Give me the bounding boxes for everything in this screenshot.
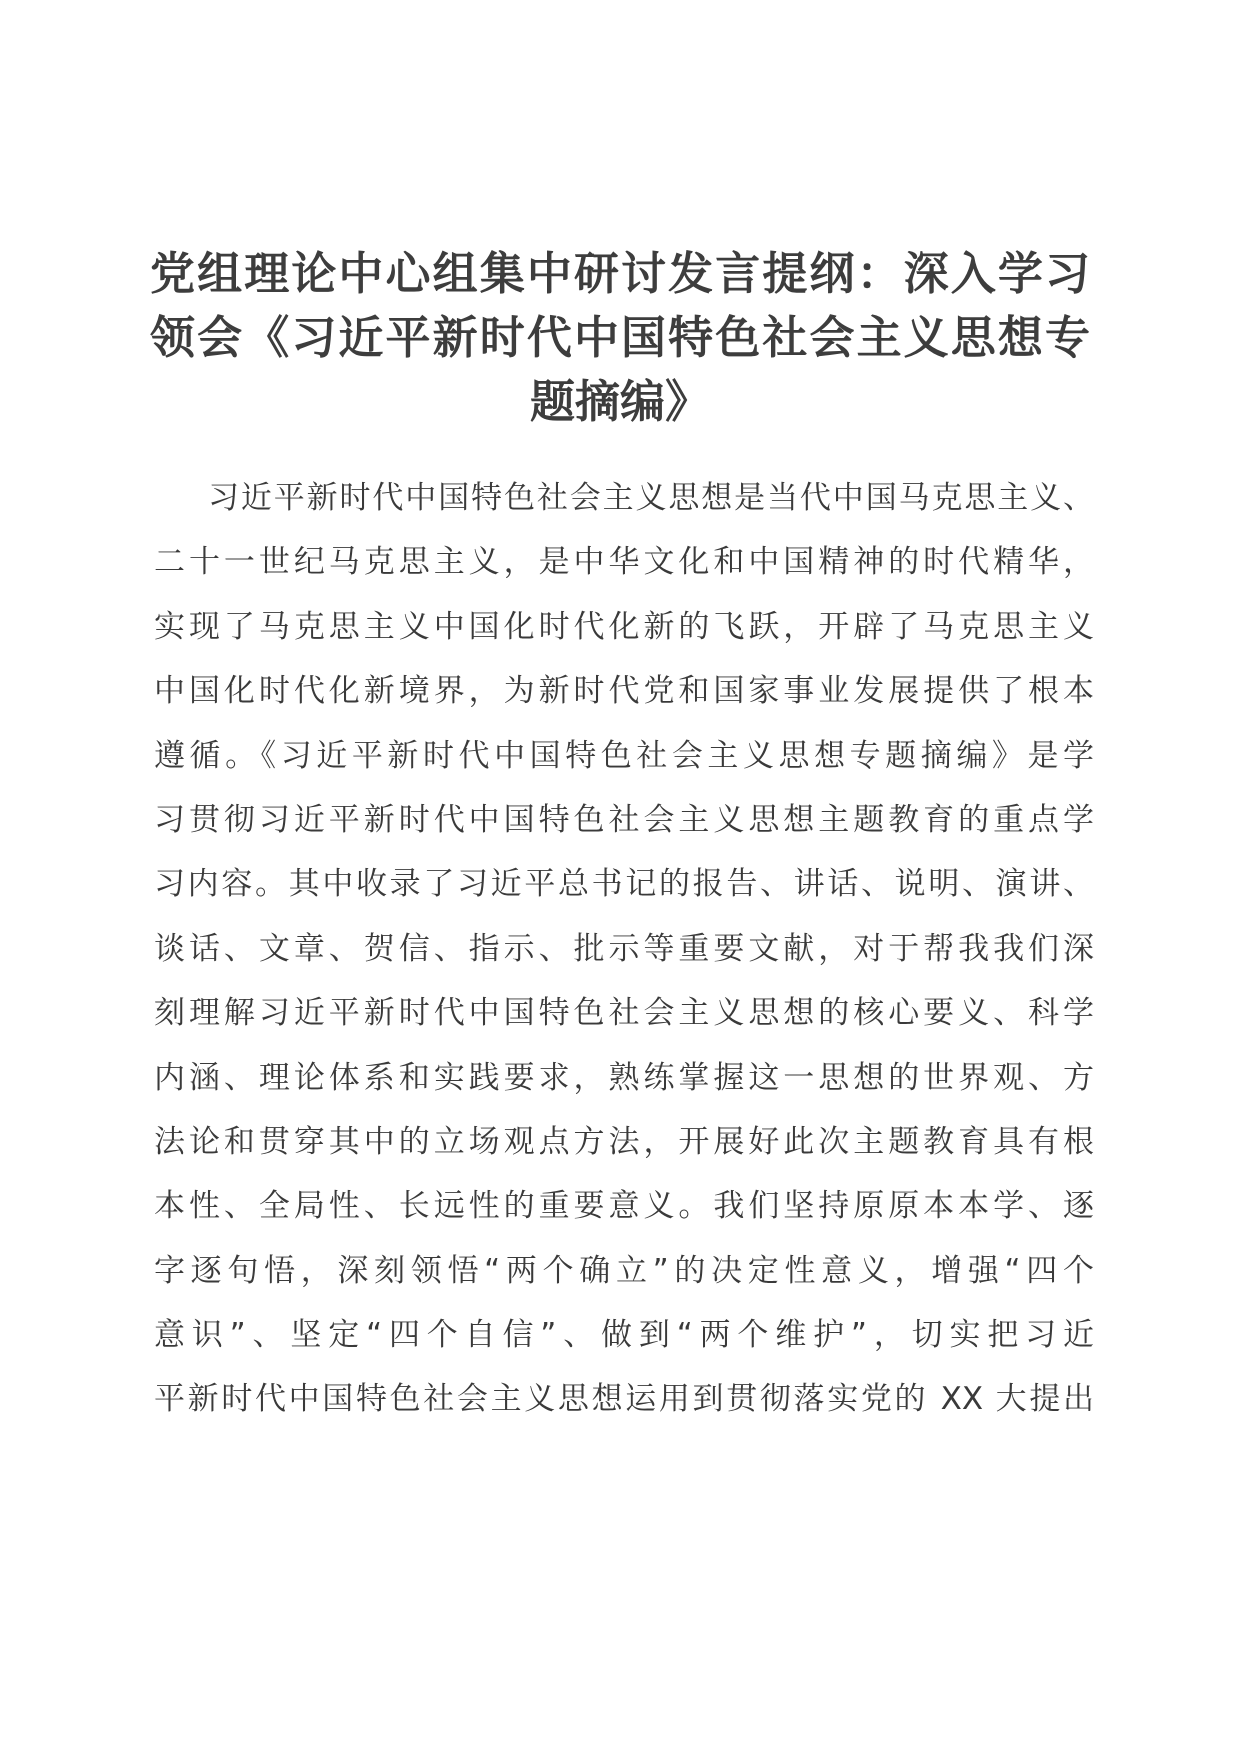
paragraph-line: 刻理解习近平新时代中国特色社会主义思想的核心要义、科学 [154, 995, 1094, 1032]
paragraph-line: 本性、全局性、长远性的重要意义。我们坚持原原本本学、逐 [154, 1188, 1094, 1225]
document-title [150, 242, 1090, 434]
paragraph-line: 二十一世纪马克思主义，是中华文化和中国精神的时代精华， [154, 544, 1094, 581]
body-paragraph [154, 466, 1094, 1432]
paragraph-line: 平新时代中国特色社会主义思想运用到贯彻落实党的 XX 大提出 [154, 1381, 1094, 1418]
paragraph-line: 实现了马克思主义中国化时代化新的飞跃，开辟了马克思主义 [154, 608, 1094, 645]
paragraph-line: 意识”、坚定“四个自信”、做到“两个维护”，切实把习近 [154, 1317, 1094, 1354]
title-line: 党组理论中心组集中研讨发言提纲：深入学习 [150, 247, 1090, 300]
paragraph-line: 法论和贯穿其中的立场观点方法，开展好此次主题教育具有根 [154, 1123, 1094, 1160]
paragraph-line: 内涵、理论体系和实践要求，熟练掌握这一思想的世界观、方 [154, 1059, 1094, 1096]
paragraph-line: 谈话、文章、贺信、指示、批示等重要文献，对于帮我我们深 [154, 930, 1094, 967]
title-line: 题摘编》 [529, 375, 710, 428]
paragraph-line: 习内容。其中收录了习近平总书记的报告、讲话、说明、演讲、 [154, 866, 1094, 903]
paragraph-line: 中国化时代化新境界，为新时代党和国家事业发展提供了根本 [154, 673, 1094, 710]
paragraph-line: 遵循。《习近平新时代中国特色社会主义思想专题摘编》是学 [154, 737, 1094, 774]
paragraph-line: 习贯彻习近平新时代中国特色社会主义思想主题教育的重点学 [154, 801, 1094, 838]
paragraph-line: 习近平新时代中国特色社会主义思想是当代中国马克思主义、 [208, 480, 1094, 516]
title-line: 领会《习近平新时代中国特色社会主义思想专 [150, 311, 1090, 364]
paragraph-line: 字逐句悟，深刻领悟“两个确立”的决定性意义，增强“四个 [154, 1252, 1094, 1289]
